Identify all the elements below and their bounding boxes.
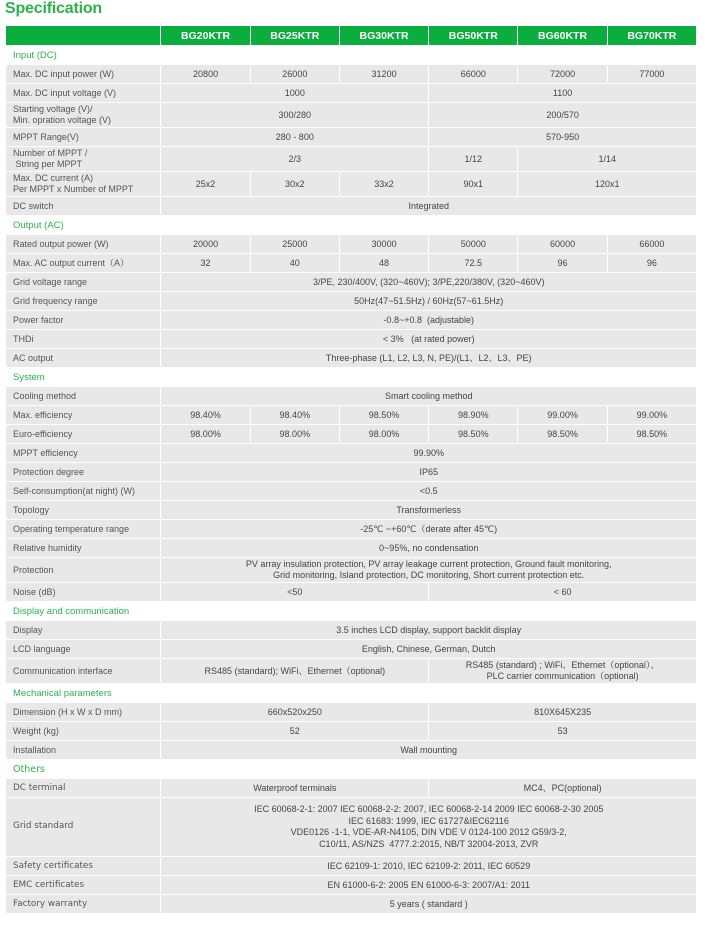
- row-label: Cooling method: [6, 387, 160, 405]
- row-label: Max. AC output current（A）: [6, 254, 160, 272]
- row-label: Display: [6, 621, 160, 639]
- cell-value: 3.5 inches LCD display, support backlit display: [161, 621, 696, 639]
- cell-value: 25000: [251, 235, 339, 253]
- row-label: Noise (dB): [6, 583, 160, 601]
- cell-value: Transformerless: [161, 501, 696, 519]
- spec-row-safety-certificates: [6, 857, 696, 875]
- row-label-line: Number of MPPT /: [13, 148, 88, 158]
- model-header: BG30KTR: [340, 26, 428, 45]
- section-heading-output: [6, 216, 696, 234]
- cell-value: Integrated: [161, 197, 696, 215]
- section-heading-input: [6, 46, 696, 64]
- cell-value: 31200: [340, 65, 428, 83]
- row-label: LCD language: [6, 640, 160, 658]
- cell-value: 5 years ( standard ): [161, 895, 696, 913]
- section-title: System: [6, 368, 696, 386]
- section-heading-mechanical: [6, 684, 696, 702]
- cell-value: IEC 62109-1: 2010, IEC 62109-2: 2011, IEC 60529: [161, 857, 696, 875]
- cell-value: 200/570: [429, 103, 696, 127]
- row-label: [6, 147, 160, 171]
- row-label-line: Per MPPT x Number of MPPT: [13, 184, 134, 194]
- section-heading-display: [6, 602, 696, 620]
- spec-row-noise: [6, 583, 696, 601]
- cell-value: 98.50%: [429, 425, 517, 443]
- spec-row-protection: [6, 558, 696, 582]
- row-label: Grid voltage range: [6, 273, 160, 291]
- section-title: Mechanical parameters: [6, 684, 696, 702]
- cell-value: 3/PE, 230/400V, (320~460V); 3/PE,220/380V, (320~460V): [161, 273, 696, 291]
- row-label: Topology: [6, 501, 160, 519]
- cell-value: 53: [429, 722, 696, 740]
- spec-row-installation: [6, 741, 696, 759]
- row-label: [6, 103, 160, 127]
- cell-value: 98.40%: [161, 406, 249, 424]
- cell-value: 300/280: [161, 103, 428, 127]
- row-label: Max. DC input voltage (V): [6, 84, 160, 102]
- cell-line: PV array insulation protection, PV array leakage current protection, Ground fault monitoring,: [245, 559, 612, 569]
- row-label: Communication interface: [6, 659, 160, 683]
- spec-row-power-factor: [6, 311, 696, 329]
- spec-row-weight: [6, 722, 696, 740]
- section-title: Display and communication: [6, 602, 696, 620]
- spec-row-communication: [6, 659, 696, 683]
- spec-table: [5, 25, 697, 914]
- cell-value: 0~95%, no condensation: [161, 539, 696, 557]
- spec-row-protection-degree: [6, 463, 696, 481]
- spec-row-relative-humidity: [6, 539, 696, 557]
- spec-row-emc-certificates: [6, 876, 696, 894]
- cell-value: 26000: [251, 65, 339, 83]
- spec-row-thdi: [6, 330, 696, 348]
- row-label: Installation: [6, 741, 160, 759]
- cell-value: 98.00%: [340, 425, 428, 443]
- cell-value: <50: [161, 583, 428, 601]
- row-label: Self-consumption(at night) (W): [6, 482, 160, 500]
- cell-value: 90x1: [429, 172, 517, 196]
- model-header: BG20KTR: [161, 26, 249, 45]
- row-label-line: Max. DC current (A): [13, 173, 94, 183]
- row-label: Safety certificates: [6, 857, 160, 875]
- cell-value: 52: [161, 722, 428, 740]
- spec-row-dc-terminal: [6, 779, 696, 797]
- cell-value: 30000: [340, 235, 428, 253]
- cell-value: 40: [251, 254, 339, 272]
- model-header-row: [6, 26, 696, 45]
- cell-value: Wall mounting: [161, 741, 696, 759]
- cell-value: <0.5: [161, 482, 696, 500]
- cell-value: 66000: [608, 235, 696, 253]
- cell-value: 20800: [161, 65, 249, 83]
- model-header: BG70KTR: [608, 26, 696, 45]
- cell-line: Grid monitoring, Island protection, DC monitoring, Short current protection etc.: [273, 570, 585, 580]
- row-label: Protection: [6, 558, 160, 582]
- row-label: DC terminal: [6, 779, 160, 797]
- cell-value: 77000: [608, 65, 696, 83]
- cell-value: 1000: [161, 84, 428, 102]
- row-label-line: Min. opration voltage (V): [13, 115, 112, 125]
- cell-line: VDE0126 -1-1, VDE-AR-N4105, DIN VDE V 0124-100 2012 G59/3-2,: [290, 827, 567, 837]
- row-label: Grid standard: [6, 798, 160, 856]
- cell-value: 96: [608, 254, 696, 272]
- spec-row-number-of-mppt: [6, 147, 696, 171]
- spec-row-dc-switch: [6, 197, 696, 215]
- row-label: Max. DC input power (W): [6, 65, 160, 83]
- cell-value: Smart cooling method: [161, 387, 696, 405]
- spec-row-self-consumption: [6, 482, 696, 500]
- cell-value: 98.90%: [429, 406, 517, 424]
- cell-value: 99.90%: [161, 444, 696, 462]
- row-label: Max. efficiency: [6, 406, 160, 424]
- cell-line: C10/11, AS/NZS 4777.2:2015, NB/T 32004-2013, ZVR: [319, 838, 539, 849]
- cell-value: 1/12: [429, 147, 517, 171]
- cell-value: 99.00%: [518, 406, 606, 424]
- cell-value: 66000: [429, 65, 517, 83]
- row-label: [6, 172, 160, 196]
- row-label: MPPT efficiency: [6, 444, 160, 462]
- spec-row-max-dc-voltage: [6, 84, 696, 102]
- row-label: MPPT Range(V): [6, 128, 160, 146]
- cell-value: 98.40%: [251, 406, 339, 424]
- header-corner: [6, 26, 160, 45]
- spec-row-rated-output-power: [6, 235, 696, 253]
- spec-row-dimension: [6, 703, 696, 721]
- cell-value: 96: [518, 254, 606, 272]
- section-title: Input (DC): [6, 46, 696, 64]
- spec-row-grid-frequency: [6, 292, 696, 310]
- cell-value: 25x2: [161, 172, 249, 196]
- section-heading-system: [6, 368, 696, 386]
- spec-row-cooling: [6, 387, 696, 405]
- row-label: Dimension (H x W x D mm): [6, 703, 160, 721]
- section-title: Others: [6, 760, 696, 778]
- cell-value: 48: [340, 254, 428, 272]
- spec-row-max-ac-current: [6, 254, 696, 272]
- cell-value: 99.00%: [608, 406, 696, 424]
- cell-line: IEC 61683: 1999, IEC 61727&IEC62116: [348, 815, 509, 826]
- cell-value: < 3% (at rated power): [161, 330, 696, 348]
- spec-row-ac-output: [6, 349, 696, 367]
- cell-value: Waterproof terminals: [161, 779, 428, 797]
- cell-value: 98.00%: [161, 425, 249, 443]
- cell-value: 98.50%: [518, 425, 606, 443]
- model-header: BG25KTR: [251, 26, 339, 45]
- row-label: Factory warranty: [6, 895, 160, 913]
- spec-row-topology: [6, 501, 696, 519]
- cell-value: -0.8~+0.8 (adjustable): [161, 311, 696, 329]
- cell-value: 1100: [429, 84, 696, 102]
- row-label: Operating temperature range: [6, 520, 160, 538]
- spec-row-max-dc-power: [6, 65, 696, 83]
- cell-value: 120x1: [518, 172, 696, 196]
- spec-row-euro-efficiency: [6, 425, 696, 443]
- cell-value: 98.50%: [340, 406, 428, 424]
- model-header: BG60KTR: [518, 26, 606, 45]
- row-label: Power factor: [6, 311, 160, 329]
- cell-value: 50Hz(47~51.5Hz) / 60Hz(57~61.5Hz): [161, 292, 696, 310]
- cell-value: 72000: [518, 65, 606, 83]
- cell-value: 810X645X235: [429, 703, 696, 721]
- cell-value: 280 - 800: [161, 128, 428, 146]
- row-label: EMC certificates: [6, 876, 160, 894]
- row-label: Relative humidity: [6, 539, 160, 557]
- row-label: Protection degree: [6, 463, 160, 481]
- row-label-line: Starting voltage (V)/: [13, 104, 93, 114]
- cell-value: 33x2: [340, 172, 428, 196]
- cell-value: 50000: [429, 235, 517, 253]
- row-label: AC output: [6, 349, 160, 367]
- spec-row-max-dc-current: [6, 172, 696, 196]
- row-label: THDi: [6, 330, 160, 348]
- spec-row-max-efficiency: [6, 406, 696, 424]
- cell-value: Three-phase (L1, L2, L3, N, PE)/(L1、L2、L3、PE): [161, 349, 696, 367]
- cell-line: RS485 (standard) ; WiFi、Ethernet（optional）、: [465, 660, 660, 670]
- row-label: DC switch: [6, 197, 160, 215]
- cell-value: EN 61000-6-2: 2005 EN 61000-6-3: 2007/A1: 2011: [161, 876, 696, 894]
- spec-row-mppt-efficiency: [6, 444, 696, 462]
- spec-row-lcd-language: [6, 640, 696, 658]
- cell-value: 98.00%: [251, 425, 339, 443]
- cell-line: PLC carrier communication（optional): [486, 671, 639, 681]
- cell-value: [429, 659, 696, 683]
- cell-value: English, Chinese, German, Dutch: [161, 640, 696, 658]
- cell-value: RS485 (standard); WiFi、Ethernet（optional): [161, 659, 428, 683]
- spec-row-starting-voltage: [6, 103, 696, 127]
- row-label: Grid frequency range: [6, 292, 160, 310]
- cell-value: MC4、PC(optional): [429, 779, 696, 797]
- page-title: Specification: [5, 0, 102, 17]
- row-label: Rated output power (W): [6, 235, 160, 253]
- cell-value: [161, 798, 696, 856]
- cell-value: 1/14: [518, 147, 696, 171]
- cell-value: -25℃ ~+60℃（derate after 45℃): [161, 520, 696, 538]
- cell-value: 660x520x250: [161, 703, 428, 721]
- model-header: BG50KTR: [429, 26, 517, 45]
- spec-row-factory-warranty: [6, 895, 696, 913]
- cell-value: 32: [161, 254, 249, 272]
- spec-row-mppt-range: [6, 128, 696, 146]
- spec-row-operating-temperature: [6, 520, 696, 538]
- cell-value: 20000: [161, 235, 249, 253]
- row-label-line: String per MPPT: [13, 159, 83, 169]
- cell-value: 2/3: [161, 147, 428, 171]
- cell-value: 98.50%: [608, 425, 696, 443]
- cell-value: 30x2: [251, 172, 339, 196]
- cell-value: [161, 558, 696, 582]
- cell-value: < 60: [429, 583, 696, 601]
- cell-value: 570-950: [429, 128, 696, 146]
- cell-value: 60000: [518, 235, 606, 253]
- section-heading-others: [6, 760, 696, 778]
- cell-line: IEC 60068-2-1: 2007 IEC 60068-2-2: 2007, IEC 60068-2-14 2009 IEC 60068-2-30 2005: [254, 804, 604, 814]
- cell-value: IP65: [161, 463, 696, 481]
- cell-value: 72.5: [429, 254, 517, 272]
- row-label: Weight (kg): [6, 722, 160, 740]
- row-label: Euro-efficiency: [6, 425, 160, 443]
- spec-row-grid-voltage: [6, 273, 696, 291]
- spec-row-display: [6, 621, 696, 639]
- spec-row-grid-standard: [6, 798, 696, 856]
- section-title: Output (AC): [6, 216, 696, 234]
